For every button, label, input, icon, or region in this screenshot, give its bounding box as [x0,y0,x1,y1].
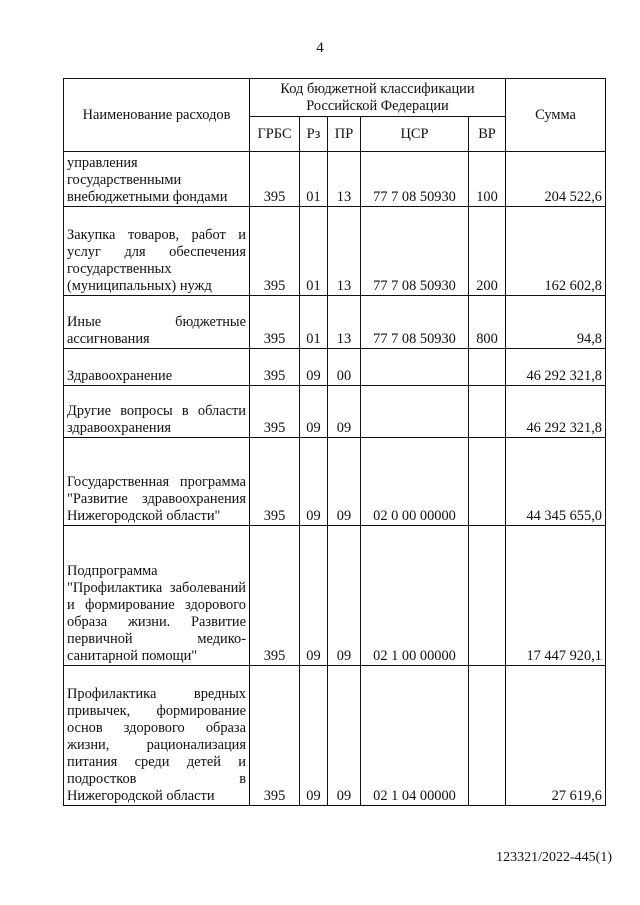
row-pr: 09 [328,666,361,806]
page-number: 4 [316,40,324,56]
row-grbs: 395 [250,438,300,526]
row-sum: 17 447 920,1 [506,526,606,666]
row-sum: 46 292 321,8 [506,386,606,438]
row-csr [361,349,469,386]
row-name: Другие вопросы в области здравоохранения [64,386,250,438]
row-sum: 94,8 [506,296,606,349]
row-rz: 09 [300,438,328,526]
row-sum: 162 602,8 [506,207,606,296]
table-row [64,526,606,666]
row-sum: 46 292 321,8 [506,349,606,386]
header-grbs: ГРБС [250,117,300,152]
table-row [64,386,606,438]
row-vr: 200 [469,207,506,296]
row-name: Профилактика вредных привычек, формирование основ здорового образа жизни, рационализация питания среди детей и подростков в Нижегородской области [64,666,250,806]
row-grbs: 395 [250,666,300,806]
row-name: Государственная программа "Развитие здравоохранения Нижегородской области" [64,438,250,526]
row-name: Здравоохранение [64,349,250,386]
row-name: управления государственными внебюджетными фондами [64,152,250,207]
header-rz: Рз [300,117,328,152]
row-rz: 09 [300,386,328,438]
row-grbs: 395 [250,152,300,207]
row-csr [361,386,469,438]
header-name: Наименование расходов [64,79,250,152]
row-pr: 13 [328,296,361,349]
row-csr: 77 7 08 50930 [361,207,469,296]
row-vr: 100 [469,152,506,207]
row-pr: 00 [328,349,361,386]
row-vr [469,666,506,806]
row-rz: 01 [300,207,328,296]
row-grbs: 395 [250,207,300,296]
row-sum: 204 522,6 [506,152,606,207]
row-rz: 01 [300,152,328,207]
table-row [64,349,606,386]
document-registration-code: 123321/2022-445(1) [496,850,612,865]
row-csr: 02 0 00 00000 [361,438,469,526]
row-pr: 09 [328,386,361,438]
row-grbs: 395 [250,349,300,386]
row-csr: 77 7 08 50930 [361,152,469,207]
header-pr: ПР [328,117,361,152]
row-grbs: 395 [250,296,300,349]
row-rz: 09 [300,666,328,806]
row-pr: 09 [328,438,361,526]
table-row [64,296,606,349]
header-budget-code-group: Код бюджетной классификации Российской Федерации [250,79,506,117]
row-pr: 09 [328,526,361,666]
budget-table [63,78,606,806]
table-row [64,438,606,526]
row-vr: 800 [469,296,506,349]
row-rz: 09 [300,349,328,386]
row-sum: 44 345 655,0 [506,438,606,526]
row-vr [469,349,506,386]
table-row [64,152,606,207]
row-name: Иные бюджетные ассигнования [64,296,250,349]
row-pr: 13 [328,152,361,207]
row-vr [469,526,506,666]
row-grbs: 395 [250,526,300,666]
row-name: Подпрограмма "Профилактика заболеваний и формирование здорового образа жизни. Развитие первичной медико-санитарной помощи" [64,526,250,666]
row-csr: 02 1 04 00000 [361,666,469,806]
row-grbs: 395 [250,386,300,438]
table-row [64,666,606,806]
row-name: Закупка товаров, работ и услуг для обеспечения государственных (муниципальных) нужд [64,207,250,296]
row-pr: 13 [328,207,361,296]
row-sum: 27 619,6 [506,666,606,806]
row-csr: 02 1 00 00000 [361,526,469,666]
row-csr: 77 7 08 50930 [361,296,469,349]
row-rz: 01 [300,296,328,349]
header-csr: ЦСР [361,117,469,152]
header-sum: Сумма [506,79,606,152]
row-rz: 09 [300,526,328,666]
header-vr: ВР [469,117,506,152]
table-row [64,207,606,296]
row-vr [469,438,506,526]
row-vr [469,386,506,438]
